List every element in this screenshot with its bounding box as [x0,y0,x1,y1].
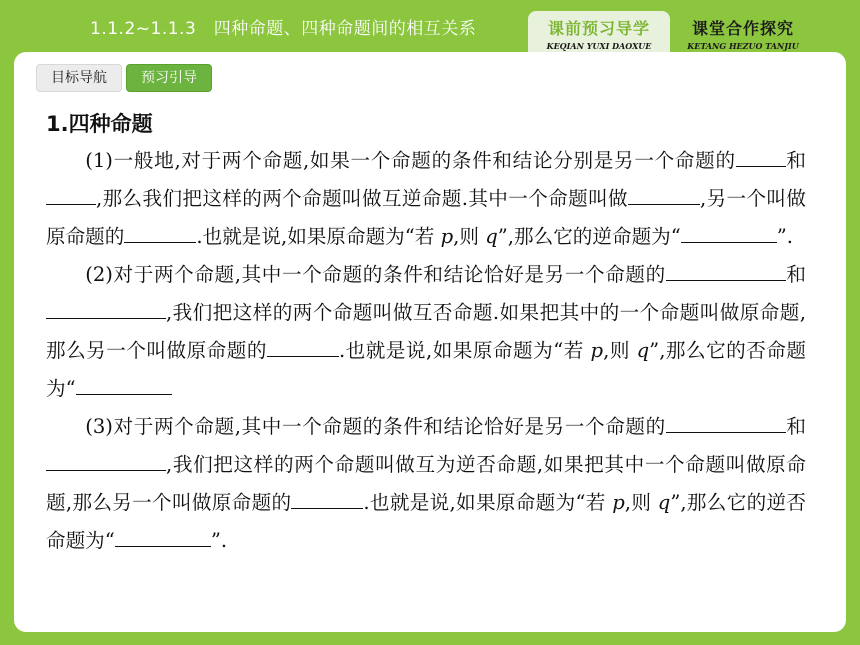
fill-blank[interactable] [46,182,96,205]
subtab-preview-guide[interactable]: 预习引导 [126,64,212,92]
tab-preview-guide[interactable] [528,11,670,55]
p3-text-e: ,则 [624,491,658,514]
subtab-goal-nav[interactable]: 目标导航 [36,64,122,92]
p2-text-b: 和 [785,263,807,286]
p2-text-c: ,我们把这样的两个命题叫做互否命题.如果把其中的一个命题叫做原命题,那么另一个叫做原命题的 [46,301,806,362]
var-p: p [612,491,625,514]
tab-class-pinyin: KETANG HEZUO TANJIU [687,41,799,51]
p1-text-e: .也就是说,如果原命题为“若 [196,225,441,248]
p1-text-f: ,则 [453,225,486,248]
paragraph-2 [46,256,806,408]
p1-text-h: ”. [776,225,794,248]
p3-text-d: .也就是说,如果原命题为“若 [363,491,613,514]
p3-text-f: ”,那么它的逆否命题为“ [46,491,806,552]
fill-blank[interactable] [76,372,172,395]
var-q: q [485,225,498,248]
tab-preview-pinyin: KEQIAN YUXI DAOXUE [546,41,652,51]
var-p: p [440,225,454,248]
p3-text-c: ,我们把这样的两个命题叫做互为逆否命题,如果把其中一个命题叫做原命题,那么另一个叫做原命题的 [46,453,806,514]
fill-blank[interactable] [46,448,166,471]
fill-blank[interactable] [736,144,786,167]
var-p: p [590,339,604,362]
var-q: q [657,491,671,514]
fill-blank[interactable] [124,220,196,243]
p2-text-e: ,则 [603,339,637,362]
section-heading: 1.四种命题 [46,112,153,136]
fill-blank[interactable] [666,410,786,433]
var-q: q [636,339,650,362]
p2-text-a: (2)对于两个命题,其中一个命题的条件和结论恰好是另一个命题的 [85,263,666,286]
fill-blank[interactable] [666,258,786,281]
p3-text-a: (3)对于两个命题,其中一个命题的条件和结论恰好是另一个命题的 [85,415,666,438]
fill-blank[interactable] [115,524,211,547]
p1-text-d: ,另一个叫做原命题的 [46,187,806,248]
fill-blank[interactable] [681,220,777,243]
content-card [14,52,846,632]
paragraph-3 [46,408,806,560]
fill-blank[interactable] [267,334,339,357]
top-bar [0,0,860,52]
p3-text-g: ”. [210,529,228,552]
tab-class-label: 课堂合作探究 [691,19,794,38]
tab-preview-label: 课前预习导学 [547,19,650,38]
p2-text-d: .也就是说,如果原命题为“若 [338,339,591,362]
p1-text-g: ”,那么它的逆命题为“ [497,225,681,248]
fill-blank[interactable] [291,486,363,509]
p1-text-c: ,那么我们把这样的两个命题叫做互逆命题.其中一个命题叫做 [96,187,628,210]
p1-text-a: (1)一般地,对于两个命题,如果一个命题的条件和结论分别是另一个命题的 [85,149,736,172]
lesson-title: 1.1.2~1.1.3 四种命题、四种命题间的相互关系 [90,19,477,39]
fill-blank[interactable] [46,296,166,319]
fill-blank[interactable] [628,182,700,205]
tab-class-explore[interactable] [672,11,814,55]
p1-text-b: 和 [785,149,806,172]
subtab-bar [36,64,212,92]
p3-text-b: 和 [785,415,807,438]
paragraph-1 [46,142,806,256]
body-text [46,142,806,560]
p2-text-f: ”,那么它的否命题为“ [46,339,807,400]
